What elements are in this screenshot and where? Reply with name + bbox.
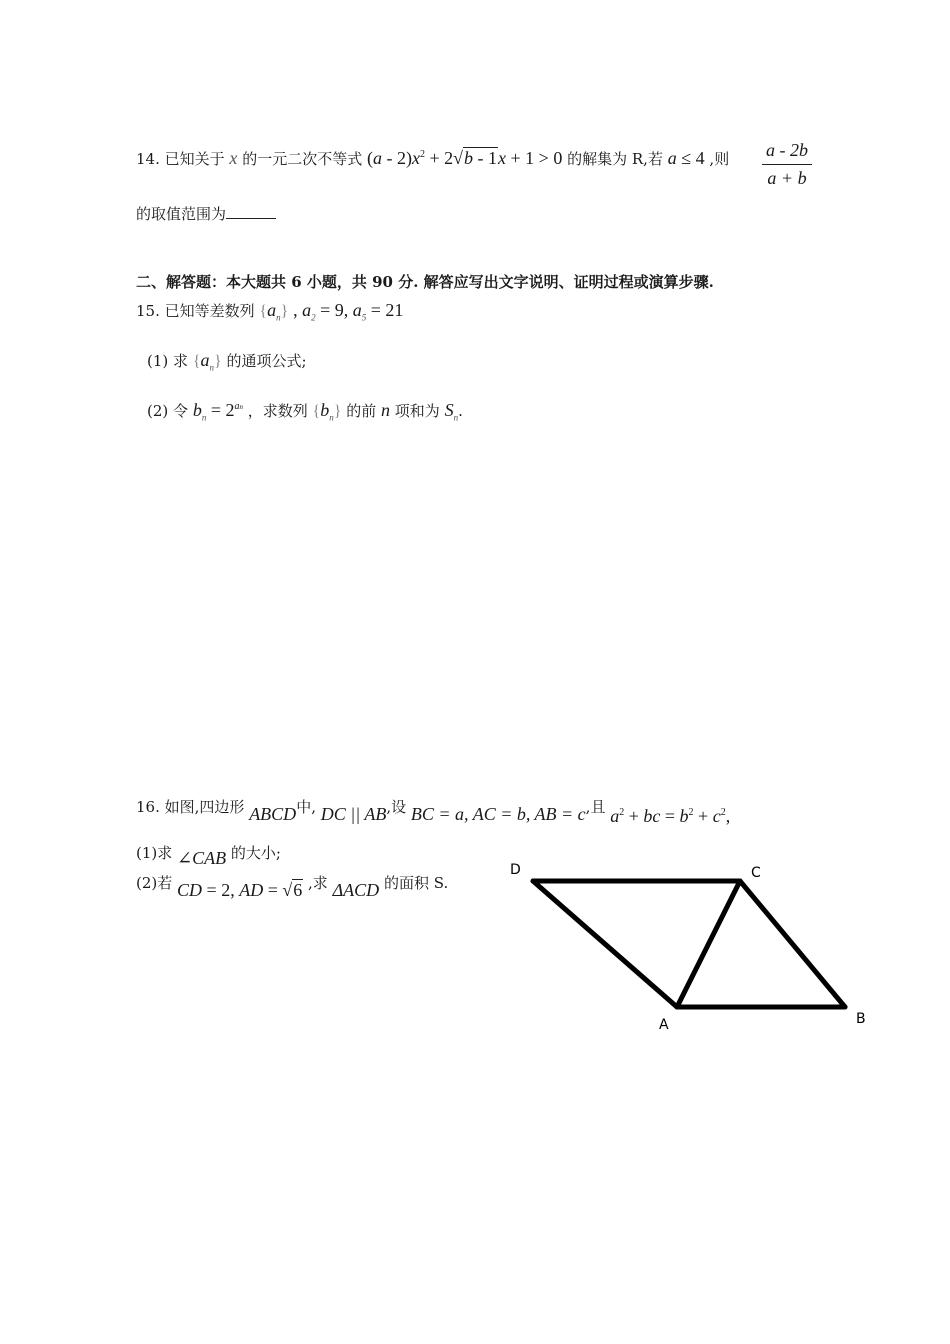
q15-sn: $S_n$	[444, 400, 459, 423]
q16-parallel: DC || AB	[320, 804, 387, 824]
q14-cond: a ≤ 4	[667, 148, 705, 168]
q16-defs: BC = a, AC = b, AB = c	[410, 804, 586, 824]
q15-given: , $a_2 = 9$, $a_5 = 21$	[293, 300, 404, 323]
q15-line1	[136, 300, 403, 323]
q15-part2-prefix: (2) 令	[147, 402, 189, 420]
q14-inequality: $(a - 2)x^2 + 2√b - 1x + 1 > 0$	[366, 148, 563, 168]
q15-sequence-an: $\{a_n\}$	[259, 300, 289, 323]
q14-frac-denominator: a + b	[767, 168, 807, 188]
q16-part1	[136, 842, 281, 868]
q15-sequence-bn: $\{b_n\}$	[312, 400, 342, 423]
q15-part2-mid: ，求数列	[247, 402, 308, 420]
vertex-label-a: A	[659, 1017, 669, 1033]
q15-part1-suffix: 的通项公式;	[226, 352, 307, 370]
q14-line1	[136, 148, 729, 169]
q16-part2-prefix: (2)若	[136, 874, 173, 892]
q15-part1-an: $\{a_n\}$	[192, 350, 222, 373]
q16-qie: ,且	[585, 798, 606, 816]
q15-part2-suffix: 项和为	[394, 402, 440, 420]
vertex-label-b: B	[856, 1011, 866, 1027]
q16-prefix: 16. 如图,四边形	[136, 798, 245, 816]
edge-ac	[677, 881, 740, 1007]
q16-abcd: ABCD	[249, 804, 297, 824]
q14-text2: 的解集为 R,若	[567, 150, 663, 168]
q16-equation: $a^2$ + bc = $b^2 + c^2$,	[610, 806, 731, 826]
q14-text1: 的一元二次不等式	[242, 150, 363, 168]
q16-part2-suffix: 的面积 S.	[383, 874, 449, 892]
q14-var-x: x	[229, 148, 238, 168]
q15-bn-def: $b_n = 2^{an}$	[192, 400, 243, 423]
q15-part2-mid2: 的前	[346, 402, 377, 420]
q15-part2-n: n	[381, 400, 390, 420]
q16-zhong: 中,	[296, 798, 316, 816]
section2-heading: 二、解答题：本大题共 6 小题，共 90 分. 解答应写出文字说明、证明过程或演算步骤.	[136, 273, 714, 291]
q15-prefix: 15. 已知等差数列	[136, 302, 255, 320]
q16-part2-mid: ,求	[308, 874, 328, 892]
q16-line1	[136, 796, 731, 826]
q16-triangle-acd: ΔACD	[332, 880, 380, 900]
q16-part2-cond: CD = 2, AD = √6	[177, 880, 303, 900]
vertex-label-c: C	[751, 865, 761, 881]
q16-she: ,设	[386, 798, 407, 816]
q15-part2	[147, 400, 463, 423]
q14-line2	[136, 203, 276, 224]
edge-cb	[740, 881, 845, 1007]
q14-fraction	[762, 140, 812, 189]
q14-text3: ,则	[709, 150, 730, 168]
q16-part2	[136, 872, 449, 900]
q14-range-label: 的取值范围为	[136, 205, 227, 223]
edge-da	[533, 881, 677, 1007]
q14-frac-numerator: a - 2b	[766, 140, 808, 160]
q16-part1-prefix: (1)求	[136, 844, 173, 862]
quadrilateral-figure	[500, 855, 880, 1040]
q15-part1-prefix: (1) 求	[147, 352, 189, 370]
vertex-label-d: D	[510, 862, 521, 878]
q15-part1	[147, 350, 307, 373]
q14-prefix: 14. 已知关于	[136, 150, 225, 168]
q16-part1-suffix: 的大小;	[230, 844, 281, 862]
q16-angle-cab: ∠CAB	[177, 848, 227, 868]
q15-part2-end: .	[458, 402, 463, 420]
q14-answer-blank[interactable]	[226, 204, 276, 219]
